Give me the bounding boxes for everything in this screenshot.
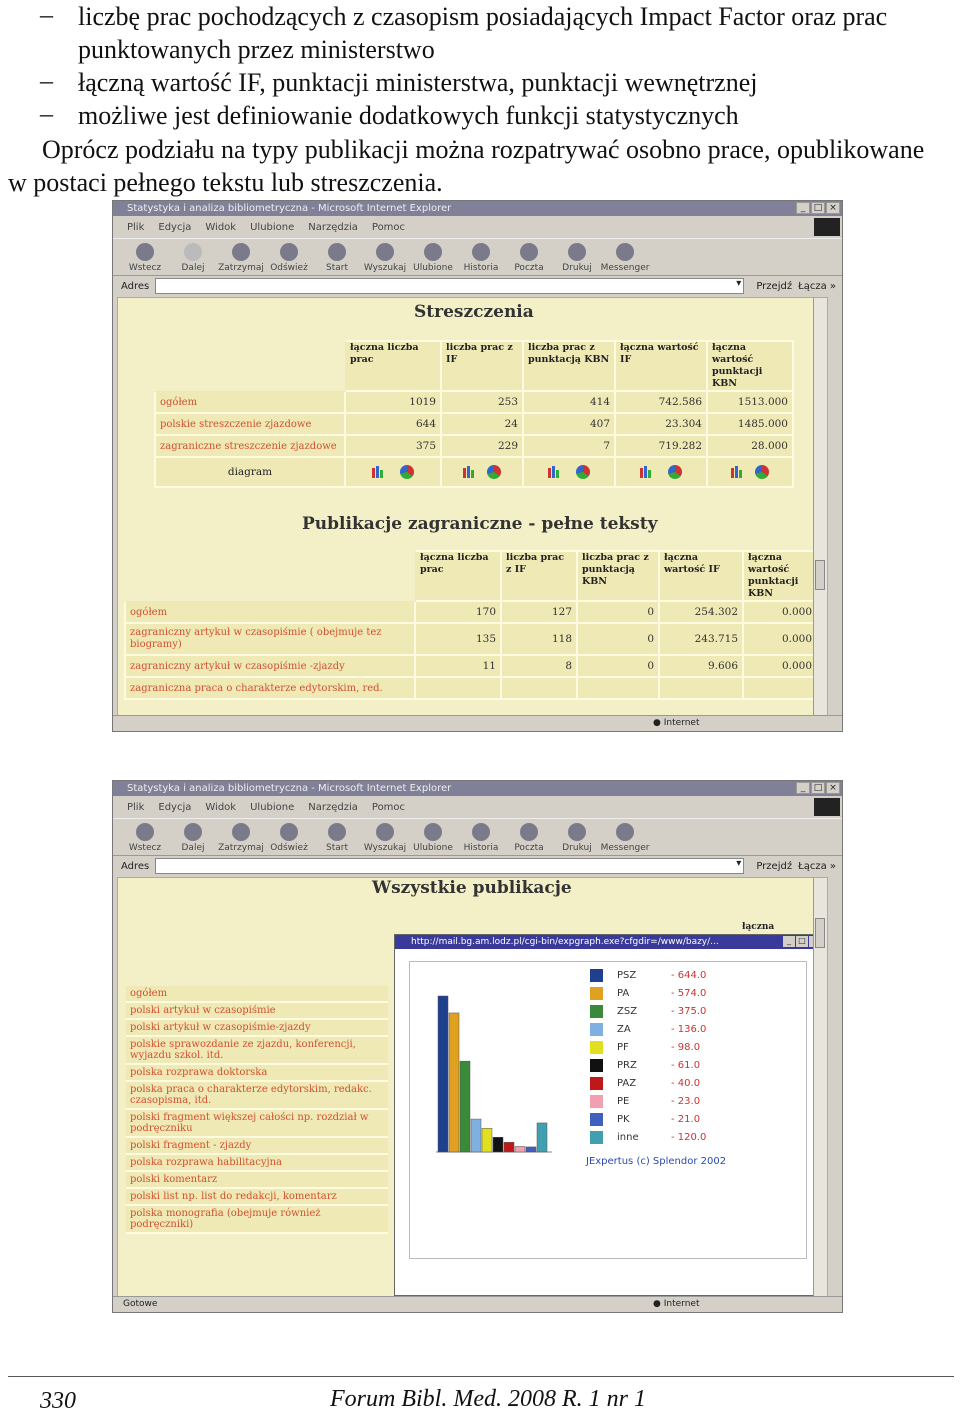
- stop-button[interactable]: Zatrzymaj: [217, 243, 265, 275]
- column-header: łączna wartość IF: [659, 551, 743, 601]
- heading-all-publications: Wszystkie publikacje: [372, 878, 572, 898]
- globe-icon: ●: [653, 718, 661, 728]
- legend-value: - 574.0: [671, 987, 707, 999]
- forward-icon: [184, 243, 202, 261]
- minimize-icon[interactable]: _: [796, 782, 810, 794]
- status-zone: Internet: [663, 1299, 700, 1309]
- legend-entry: [590, 1110, 706, 1128]
- legend-entry: [590, 966, 706, 984]
- go-button[interactable]: Przejdź: [756, 860, 793, 872]
- chart-legend: [590, 966, 706, 1146]
- title-bar: [113, 781, 842, 796]
- maximize-icon[interactable]: □: [811, 782, 825, 794]
- list-item[interactable]: polska rozprawa doktorska: [126, 1065, 388, 1082]
- list-item[interactable]: polska rozprawa habilitacyjna: [126, 1155, 388, 1172]
- menu-edit[interactable]: Edycja: [158, 221, 192, 233]
- menu-help[interactable]: Pomoc: [371, 221, 406, 233]
- bar-chart-icon[interactable]: [463, 466, 474, 478]
- legend-entry: [590, 1056, 706, 1074]
- menu-file[interactable]: Plik: [127, 801, 145, 813]
- popup-title: http://mail.bg.am.lodz.pl/cgi-bin/expgraph.exe?cfgdir=/www/bazy/...: [411, 937, 719, 947]
- legend-label: ZA: [617, 1023, 631, 1035]
- list-item[interactable]: polski artykuł w czasopiśmie-zjazdy: [126, 1020, 388, 1037]
- history-icon: [472, 823, 490, 841]
- legend-entry: [590, 1020, 706, 1038]
- bar-PK: [526, 1147, 536, 1152]
- mail-icon: [520, 243, 538, 261]
- search-icon: [376, 243, 394, 261]
- globe-icon: ●: [653, 1299, 661, 1309]
- bullet-dash: –: [40, 0, 53, 29]
- pie-chart-icon[interactable]: [400, 465, 414, 479]
- foreign-fulltext-table: [124, 550, 818, 700]
- legend-entry: [590, 1092, 706, 1110]
- toolbar: [113, 818, 842, 856]
- mail-button[interactable]: Poczta: [505, 823, 553, 855]
- bar-PAZ: [504, 1142, 514, 1152]
- chart-frame: [409, 961, 807, 1259]
- legend-swatch: [590, 1041, 603, 1054]
- journal-citation: Forum Bibl. Med. 2008 R. 1 nr 1: [330, 1386, 646, 1412]
- column-header: liczba prac z punktacją KBN: [577, 551, 659, 601]
- maximize-icon[interactable]: □: [811, 202, 825, 214]
- favorites-button[interactable]: Ulubione: [409, 823, 457, 855]
- home-button[interactable]: Start: [313, 243, 361, 275]
- forward-button[interactable]: Dalej: [169, 823, 217, 855]
- legend-label: PE: [617, 1095, 630, 1107]
- bar-ZSZ: [460, 1061, 470, 1152]
- address-input[interactable]: [155, 278, 744, 294]
- legend-label: PA: [617, 987, 630, 999]
- legend-value: - 644.0: [671, 969, 707, 981]
- stop-icon: [232, 823, 250, 841]
- page-content: [117, 877, 828, 1298]
- close-icon[interactable]: ×: [826, 202, 840, 214]
- legend-swatch: [590, 1095, 603, 1108]
- print-button[interactable]: Drukuj: [553, 823, 601, 855]
- print-button[interactable]: Drukuj: [553, 243, 601, 275]
- messenger-button[interactable]: Messenger: [601, 243, 649, 275]
- legend-swatch: [590, 1131, 603, 1144]
- close-icon[interactable]: ×: [826, 782, 840, 794]
- legend-swatch: [590, 1077, 603, 1090]
- menu-favorites[interactable]: Ulubione: [250, 801, 295, 813]
- legend-value: - 375.0: [671, 1005, 707, 1017]
- page-content: [117, 297, 828, 717]
- legend-value: - 120.0: [671, 1131, 707, 1143]
- legend-value: - 40.0: [671, 1077, 701, 1089]
- minimize-icon[interactable]: _: [783, 936, 795, 947]
- menu-help[interactable]: Pomoc: [371, 801, 406, 813]
- table-row: zagraniczny artykuł w czasopiśmie ( obejmuje tez biogramy) 135 118 0 243.715 0.000: [125, 623, 817, 655]
- table-row: ogółem 1019 253 414 742.586 1513.000: [155, 391, 793, 413]
- status-bar: [113, 715, 842, 731]
- page-number: 330: [40, 1388, 76, 1414]
- refresh-icon: [280, 243, 298, 261]
- abstracts-table: [154, 340, 794, 488]
- bar-chart-icon[interactable]: [731, 466, 742, 478]
- title-bar: [113, 201, 842, 216]
- menu-tools[interactable]: Narzędzia: [308, 801, 358, 813]
- legend-label: inne: [617, 1131, 639, 1143]
- legend-entry: [590, 1128, 706, 1146]
- heading-foreign-fulltext: Publikacje zagraniczne - pełne teksty: [302, 514, 658, 534]
- menu-view[interactable]: Widok: [205, 221, 237, 233]
- row-label[interactable]: polskie streszczenie zjazdowe: [155, 413, 345, 435]
- legend-entry: [590, 984, 706, 1002]
- windows-logo-icon: [814, 218, 840, 236]
- forward-icon: [184, 823, 202, 841]
- row-label[interactable]: zagraniczna praca o charakterze edytorskim, red.: [125, 677, 415, 699]
- credit-text: JExpertus (c) Splendor 2002: [586, 1156, 727, 1167]
- window-title: Statystyka i analiza bibliometryczna - Microsoft Internet Explorer: [127, 783, 452, 794]
- print-icon: [568, 243, 586, 261]
- pie-chart-icon[interactable]: [576, 465, 590, 479]
- scroll-thumb[interactable]: [815, 560, 825, 590]
- legend-swatch: [590, 1005, 603, 1018]
- column-header: łączna wartość IF: [615, 341, 707, 391]
- address-label: Adres: [121, 860, 150, 872]
- table-row: zagraniczny artykuł w czasopiśmie -zjazdy 11 8 0 9.606 0.000: [125, 655, 817, 677]
- back-icon: [136, 243, 154, 261]
- browser-window-1: [112, 200, 843, 732]
- legend-value: - 21.0: [671, 1113, 701, 1125]
- bar-chart-icon[interactable]: [640, 466, 651, 478]
- list-item[interactable]: polski fragment - zjazdy: [126, 1138, 388, 1155]
- column-header: liczba prac z punktacją KBN: [523, 341, 615, 391]
- search-button[interactable]: Wyszukaj: [361, 823, 409, 855]
- table-row: polskie streszczenie zjazdowe 644 24 407 23.304 1485.000: [155, 413, 793, 435]
- minimize-icon[interactable]: _: [796, 202, 810, 214]
- vertical-scrollbar[interactable]: [813, 298, 827, 716]
- favorites-icon: [424, 243, 442, 261]
- print-icon: [568, 823, 586, 841]
- table-row: [125, 677, 817, 699]
- row-label[interactable]: zagraniczne streszczenie zjazdowe: [155, 435, 345, 457]
- column-header: łączna wartość punktacji KBN: [743, 551, 817, 601]
- legend-swatch: [590, 987, 603, 1000]
- home-button[interactable]: Start: [313, 823, 361, 855]
- list-item[interactable]: polska praca o charakterze edytorskim, redakc. czasopisma, itd.: [126, 1082, 388, 1110]
- history-icon: [472, 243, 490, 261]
- legend-swatch: [590, 1113, 603, 1126]
- heading-abstracts: Streszczenia: [414, 302, 534, 322]
- bullet-3: możliwe jest definiowanie dodatkowych funkcji statystycznych: [78, 101, 739, 130]
- list-item[interactable]: polska monografia (obejmuje również podręczniki): [126, 1206, 388, 1234]
- column-header: łączna wartość punktacji KBN: [707, 341, 793, 391]
- back-icon: [136, 823, 154, 841]
- back-button[interactable]: Wstecz: [121, 823, 169, 855]
- menu-bar: [113, 796, 842, 818]
- legend-value: - 136.0: [671, 1023, 707, 1035]
- column-header: łączna liczba prac: [415, 551, 501, 601]
- refresh-button[interactable]: Odśwież: [265, 243, 313, 275]
- go-button[interactable]: Przejdź: [756, 280, 793, 292]
- bullet-1-cont: punktowanych przez ministerstwo: [78, 35, 435, 64]
- address-bar: [113, 276, 842, 296]
- diagram-label: diagram: [155, 457, 345, 487]
- home-icon: [328, 243, 346, 261]
- search-icon: [376, 823, 394, 841]
- status-bar: [113, 1296, 842, 1312]
- bar-ZA: [471, 1119, 481, 1152]
- legend-label: PK: [617, 1113, 630, 1125]
- list-item[interactable]: polski fragment większej całości np. rozdział w podręczniku: [126, 1110, 388, 1138]
- scroll-thumb[interactable]: [815, 918, 825, 948]
- refresh-button[interactable]: Odśwież: [265, 823, 313, 855]
- row-label[interactable]: zagraniczny artykuł w czasopiśmie ( obejmuje tez biogramy): [125, 623, 415, 655]
- bullet-2: łączną wartość IF, punktacji ministerstwa, punktacji wewnętrznej: [78, 68, 758, 97]
- chart-popup-window: [394, 934, 824, 1296]
- favorites-icon: [424, 823, 442, 841]
- bar-PA: [449, 1013, 459, 1152]
- column-header: liczba prac z IF: [441, 341, 523, 391]
- forward-button[interactable]: Dalej: [169, 243, 217, 275]
- home-icon: [328, 823, 346, 841]
- status-zone: Internet: [663, 718, 700, 728]
- column-header: łączna: [742, 922, 775, 932]
- paragraph-line-2: w postaci pełnego tekstu lub streszczenia.: [8, 168, 443, 197]
- legend-value: - 98.0: [671, 1041, 701, 1053]
- toolbar: [113, 238, 842, 276]
- mail-icon: [520, 823, 538, 841]
- address-bar: [113, 856, 842, 876]
- pie-chart-icon[interactable]: [755, 465, 769, 479]
- legend-label: ZSZ: [617, 1005, 638, 1017]
- footer-rule: [8, 1376, 954, 1377]
- messenger-icon: [616, 823, 634, 841]
- publication-types-list: [126, 986, 388, 1234]
- diagram-row: [155, 457, 793, 487]
- legend-label: PSZ: [617, 969, 637, 981]
- legend-entry: [590, 1038, 706, 1056]
- bullet-dash: –: [40, 99, 53, 128]
- messenger-icon: [616, 243, 634, 261]
- legend-swatch: [590, 969, 603, 982]
- pie-chart-icon[interactable]: [668, 465, 682, 479]
- bar-PRZ: [493, 1137, 503, 1152]
- table-row: ogółem 170 127 0 254.302 0.000: [125, 601, 817, 623]
- history-button[interactable]: Historia: [457, 823, 505, 855]
- windows-logo-icon: [814, 798, 840, 816]
- menu-view[interactable]: Widok: [205, 801, 237, 813]
- bullet-1: liczbę prac pochodzących z czasopism posiadających Impact Factor oraz prac: [78, 2, 888, 31]
- window-title: Statystyka i analiza bibliometryczna - Microsoft Internet Explorer: [127, 203, 452, 214]
- legend-value: - 61.0: [671, 1059, 701, 1071]
- bar-chart: [422, 982, 602, 1162]
- links-button[interactable]: Łącza »: [798, 860, 836, 872]
- browser-window-2: [112, 780, 843, 1313]
- legend-label: PRZ: [617, 1059, 637, 1071]
- maximize-icon[interactable]: □: [796, 936, 808, 947]
- menu-tools[interactable]: Narzędzia: [308, 221, 358, 233]
- legend-swatch: [590, 1059, 603, 1072]
- stop-icon: [232, 243, 250, 261]
- table-row: zagraniczne streszczenie zjazdowe 375 229 7 719.282 28.000: [155, 435, 793, 457]
- bar-chart-icon[interactable]: [372, 466, 383, 478]
- favorites-button[interactable]: Ulubione: [409, 243, 457, 275]
- links-button[interactable]: Łącza »: [798, 280, 836, 292]
- popup-title-bar: [395, 935, 823, 949]
- address-label: Adres: [121, 280, 150, 292]
- menu-favorites[interactable]: Ulubione: [250, 221, 295, 233]
- back-button[interactable]: Wstecz: [121, 243, 169, 275]
- search-button[interactable]: Wyszukaj: [361, 243, 409, 275]
- status-text: Gotowe: [123, 1299, 158, 1309]
- refresh-icon: [280, 823, 298, 841]
- legend-entry: [590, 1074, 706, 1092]
- stop-button[interactable]: Zatrzymaj: [217, 823, 265, 855]
- legend-entry: [590, 1002, 706, 1020]
- history-button[interactable]: Historia: [457, 243, 505, 275]
- legend-swatch: [590, 1023, 603, 1036]
- paragraph-line-1: Oprócz podziału na typy publikacji można rozpatrywać osobno prace, opublikowane: [42, 135, 925, 164]
- list-item[interactable]: polski list np. list do redakcji, komentarz: [126, 1189, 388, 1206]
- menu-bar: [113, 216, 842, 238]
- bar-PE: [515, 1146, 525, 1152]
- column-header: liczba prac z IF: [501, 551, 577, 601]
- bar-inne: [537, 1123, 547, 1152]
- mail-button[interactable]: Poczta: [505, 243, 553, 275]
- menu-edit[interactable]: Edycja: [158, 801, 192, 813]
- address-input[interactable]: [155, 858, 744, 874]
- list-item[interactable]: polskie sprawozdanie ze zjazdu, konferencji, wyjazdu szkol. itd.: [126, 1037, 388, 1065]
- list-item[interactable]: ogółem: [126, 986, 388, 1003]
- column-header: łączna liczba prac: [345, 341, 441, 391]
- row-label[interactable]: zagraniczny artykuł w czasopiśmie -zjazdy: [125, 655, 415, 677]
- legend-label: PF: [617, 1041, 629, 1053]
- legend-value: - 23.0: [671, 1095, 701, 1107]
- messenger-button[interactable]: Messenger: [601, 823, 649, 855]
- row-label[interactable]: ogółem: [125, 601, 415, 623]
- list-item[interactable]: polski komentarz: [126, 1172, 388, 1189]
- row-label[interactable]: ogółem: [155, 391, 345, 413]
- bar-chart-icon[interactable]: [548, 466, 559, 478]
- bar-PF: [482, 1128, 492, 1152]
- list-item[interactable]: polski artykuł w czasopiśmie: [126, 1003, 388, 1020]
- pie-chart-icon[interactable]: [487, 465, 501, 479]
- legend-label: PAZ: [617, 1077, 637, 1089]
- bar-PSZ: [438, 996, 448, 1152]
- vertical-scrollbar[interactable]: [813, 878, 827, 1297]
- bullet-dash: –: [40, 66, 53, 95]
- menu-file[interactable]: Plik: [127, 221, 145, 233]
